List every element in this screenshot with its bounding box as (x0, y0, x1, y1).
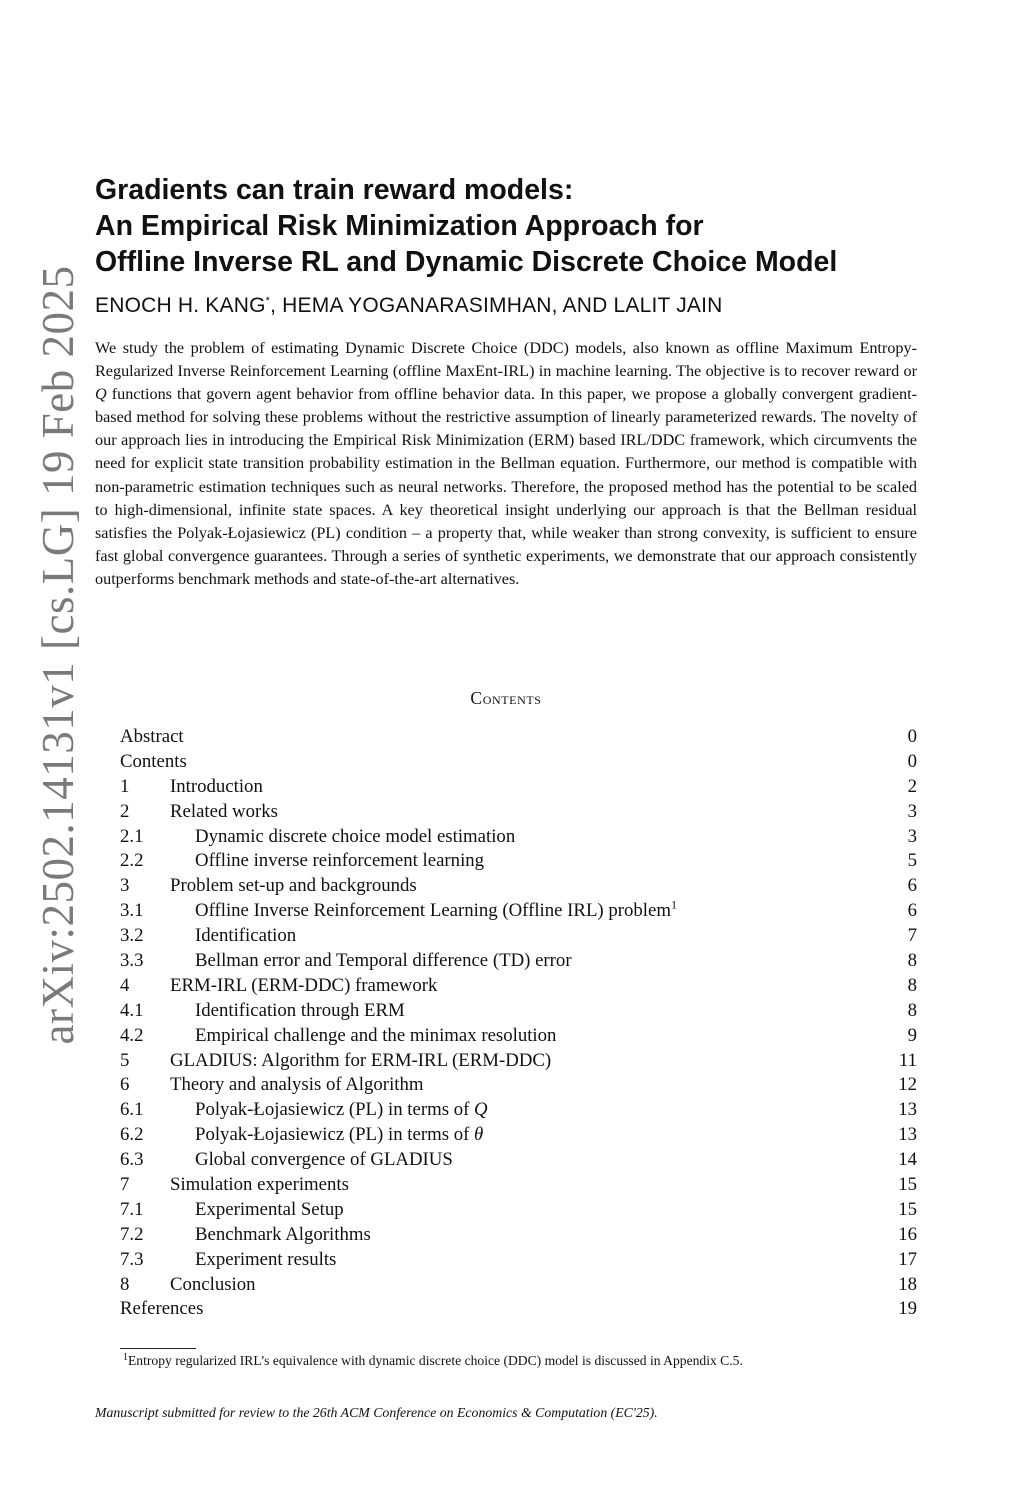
footnote-divider (120, 1348, 196, 1349)
toc-entry[interactable] (120, 999, 917, 1024)
paper-title (95, 172, 955, 280)
toc-title-text: Global convergence of GLADIUS (195, 1149, 453, 1171)
toc-section-title (195, 999, 405, 1024)
toc-entry[interactable] (120, 725, 917, 750)
toc-title-text: Offline Inverse Reinforcement Learning (Offline IRL) problem (195, 900, 671, 922)
toc-page-number: 13 (898, 1099, 917, 1121)
toc-page-number: 8 (907, 974, 917, 996)
toc-page-number: 15 (898, 1198, 917, 1220)
toc-title-text: Contents (120, 750, 187, 772)
toc-section-title (170, 800, 278, 825)
toc-section-title (195, 899, 677, 924)
toc-entry[interactable] (120, 974, 917, 999)
toc-page-number: 3 (907, 825, 917, 847)
toc-title-text: Bellman error and Temporal difference (TD) error (195, 950, 572, 972)
toc-entry[interactable] (120, 849, 917, 874)
toc-page-number: 15 (898, 1174, 917, 1196)
toc-page-number: 3 (907, 800, 917, 822)
toc-title-text: Related works (170, 800, 278, 822)
toc-title-text: Identification (195, 925, 297, 947)
arxiv-identifier-text: arXiv:2502.14131v1 [cs.LG] 19 Feb 2025 (33, 265, 83, 1045)
title-line: Offline Inverse RL and Dynamic Discrete Choice Model (95, 246, 838, 278)
abstract-part: functions that govern agent behavior from offline behavior data. In this paper, we propose a globally convergent gradient-based method for solving these problems without the restrictive assumption of linearly parameterized rewards. The novelty of our approach lies in introducing the Empirical Risk Minimization (ERM) based IRL/DDC framework, which circumvents the need for explicit state transition probability estimation in the Bellman equation. Furthermore, our method is compatible with non-parametric estimation techniques such as neural networks. Therefore, the proposed method has the potential to be scaled to high-dimensional, infinite state spaces. A key theoretical insight underlying our approach is that the Bellman residual satisfies the Polyak-Łojasiewicz (PL) condition – a property that, while weaker than strong convexity, is sufficient to ensure fast global convergence guarantees. Through a series of synthetic experiments, we demonstrate that our approach consistently outperforms benchmark methods and state-of-the-art alternatives. (95, 385, 917, 588)
toc-page-number: 18 (898, 1273, 917, 1295)
toc-entry[interactable] (120, 1148, 917, 1173)
author-list (95, 294, 955, 318)
toc-section-number: 6 (120, 1074, 130, 1096)
toc-title-text: Problem set-up and backgrounds (170, 875, 417, 897)
toc-page-number: 16 (898, 1223, 917, 1245)
toc-entry[interactable] (120, 1248, 917, 1273)
abstract-text (95, 337, 917, 591)
toc-entry[interactable] (120, 899, 917, 924)
toc-section-title (195, 1148, 453, 1173)
toc-entry[interactable] (120, 1123, 917, 1148)
toc-title-text: Benchmark Algorithms (195, 1223, 371, 1245)
toc-title-text: Polyak-Łojasiewicz (PL) in terms of (195, 1099, 475, 1121)
toc-section-title (170, 1073, 424, 1098)
toc-section-number: 3.3 (120, 950, 144, 972)
table-of-contents (120, 725, 917, 1322)
toc-entry[interactable] (120, 1297, 917, 1322)
toc-section-number: 8 (120, 1273, 130, 1295)
toc-title-text: Simulation experiments (170, 1174, 349, 1196)
toc-section-number: 7.2 (120, 1223, 144, 1245)
toc-page-number: 0 (907, 750, 917, 772)
toc-entry[interactable] (120, 1173, 917, 1198)
toc-page-number: 17 (898, 1248, 917, 1270)
toc-title-text: References (120, 1298, 204, 1320)
toc-section-title (170, 974, 437, 999)
submission-note: Manuscript submitted for review to the 26th ACM Conference on Economics & Computation (EC'25). (95, 1405, 658, 1420)
toc-entry[interactable] (120, 924, 917, 949)
toc-section-number: 2.1 (120, 825, 144, 847)
author-name: ENOCH H. KANG (95, 294, 266, 317)
toc-entry[interactable] (120, 1273, 917, 1298)
toc-section-number: 4 (120, 974, 130, 996)
footnote-reference[interactable]: 1 (670, 897, 677, 912)
toc-section-title (170, 1173, 349, 1198)
toc-section-number: 4.1 (120, 999, 144, 1021)
footnote-text: Entropy regularized IRL’s equivalence with dynamic discrete choice (DDC) model is discussed in Appendix C.5. (128, 1353, 743, 1368)
toc-title-text: ERM-IRL (ERM-DDC) framework (170, 974, 438, 996)
toc-section-title (195, 924, 296, 949)
toc-entry[interactable] (120, 750, 917, 775)
toc-page-number: 9 (907, 1024, 917, 1046)
toc-section-title (195, 1123, 483, 1148)
toc-entry[interactable] (120, 1098, 917, 1123)
contents-heading: Contents (470, 688, 542, 708)
toc-page-number: 8 (907, 950, 917, 972)
toc-title-text: Abstract (120, 726, 184, 747)
toc-page-number: 2 (907, 775, 917, 797)
toc-section-number: 7.3 (120, 1248, 144, 1270)
toc-title-text: GLADIUS: Algorithm for ERM-IRL (ERM-DDC) (170, 1049, 552, 1071)
toc-entry[interactable] (120, 874, 917, 899)
toc-section-title (120, 725, 184, 750)
toc-section-title (195, 1198, 344, 1223)
math-symbol: Q (474, 1099, 488, 1121)
toc-page-number: 7 (907, 925, 917, 947)
toc-entry[interactable] (120, 800, 917, 825)
toc-title-text: Polyak-Łojasiewicz (PL) in terms of (195, 1124, 475, 1146)
toc-section-title (120, 1297, 203, 1322)
corresponding-author-mark: * (265, 295, 271, 307)
toc-section-number: 6.3 (120, 1149, 144, 1171)
toc-title-text: Dynamic discrete choice model estimation (195, 825, 516, 847)
toc-title-text: Identification through ERM (195, 999, 405, 1021)
toc-page-number: 0 (907, 726, 917, 747)
footnote-mark: 1 (123, 1352, 128, 1363)
toc-section-title (170, 775, 263, 800)
toc-title-text: Introduction (170, 775, 263, 797)
title-line: An Empirical Risk Minimization Approach for (95, 210, 704, 242)
toc-section-number: 4.2 (120, 1024, 144, 1046)
toc-page-number: 6 (907, 875, 917, 897)
toc-page-number: 13 (898, 1124, 917, 1146)
toc-section-number: 3.1 (120, 900, 144, 922)
toc-entry[interactable] (120, 1223, 917, 1248)
toc-section-title (195, 849, 484, 874)
arxiv-identifier-stamp (22, 265, 94, 1045)
toc-section-title (195, 1223, 371, 1248)
toc-page-number: 5 (907, 850, 917, 872)
toc-section-number: 3 (120, 875, 130, 897)
toc-title-text: Experiment results (195, 1248, 337, 1270)
toc-section-title (170, 1273, 256, 1298)
toc-page-number: 12 (898, 1074, 917, 1096)
toc-section-title (170, 874, 417, 899)
toc-title-text: Empirical challenge and the minimax resolution (195, 1024, 557, 1046)
toc-section-number: 6.1 (120, 1099, 144, 1121)
toc-section-number: 3.2 (120, 925, 144, 947)
toc-entry[interactable] (120, 949, 917, 974)
toc-section-number: 7 (120, 1174, 130, 1196)
toc-section-title (195, 825, 515, 850)
toc-section-title (170, 1049, 551, 1074)
toc-page-number: 19 (898, 1298, 917, 1320)
toc-title-text: Conclusion (170, 1273, 256, 1295)
toc-title-text: Experimental Setup (195, 1198, 344, 1220)
toc-entry[interactable] (120, 1049, 917, 1074)
toc-entry[interactable] (120, 775, 917, 800)
toc-section-number: 2.2 (120, 850, 144, 872)
coauthor-names: , HEMA YOGANARASIMHAN, AND LALIT JAIN (270, 294, 723, 317)
toc-page-number: 14 (898, 1149, 917, 1171)
footnote (120, 1352, 917, 1369)
toc-section-number: 5 (120, 1049, 130, 1071)
title-line: Gradients can train reward models: (95, 174, 574, 206)
toc-section-number: 7.1 (120, 1198, 144, 1220)
toc-section-title (195, 1248, 336, 1273)
toc-entry[interactable] (120, 1024, 917, 1049)
toc-title-text: Offline inverse reinforcement learning (195, 850, 485, 872)
toc-section-title (195, 949, 572, 974)
toc-entry[interactable] (120, 1198, 917, 1223)
toc-section-title (120, 750, 187, 775)
toc-page-number: 6 (907, 900, 917, 922)
math-symbol: θ (474, 1124, 484, 1146)
toc-title-text: Theory and analysis of Algorithm (170, 1074, 424, 1096)
toc-section-number: 6.2 (120, 1124, 144, 1146)
toc-page-number: 8 (907, 999, 917, 1021)
toc-entry[interactable] (120, 1073, 917, 1098)
math-symbol: Q (95, 385, 107, 404)
abstract-part: We study the problem of estimating Dynamic Discrete Choice (DDC) models, also known as offline Maximum Entropy-Regularized Inverse Reinforcement Learning (offline MaxEnt-IRL) in machine learning. The objective is to recover reward or (95, 339, 917, 381)
toc-section-number: 2 (120, 800, 130, 822)
toc-section-title (195, 1024, 556, 1049)
toc-entry[interactable] (120, 825, 917, 850)
toc-section-number: 1 (120, 775, 130, 797)
toc-page-number: 11 (898, 1049, 917, 1071)
toc-section-title (195, 1098, 488, 1123)
